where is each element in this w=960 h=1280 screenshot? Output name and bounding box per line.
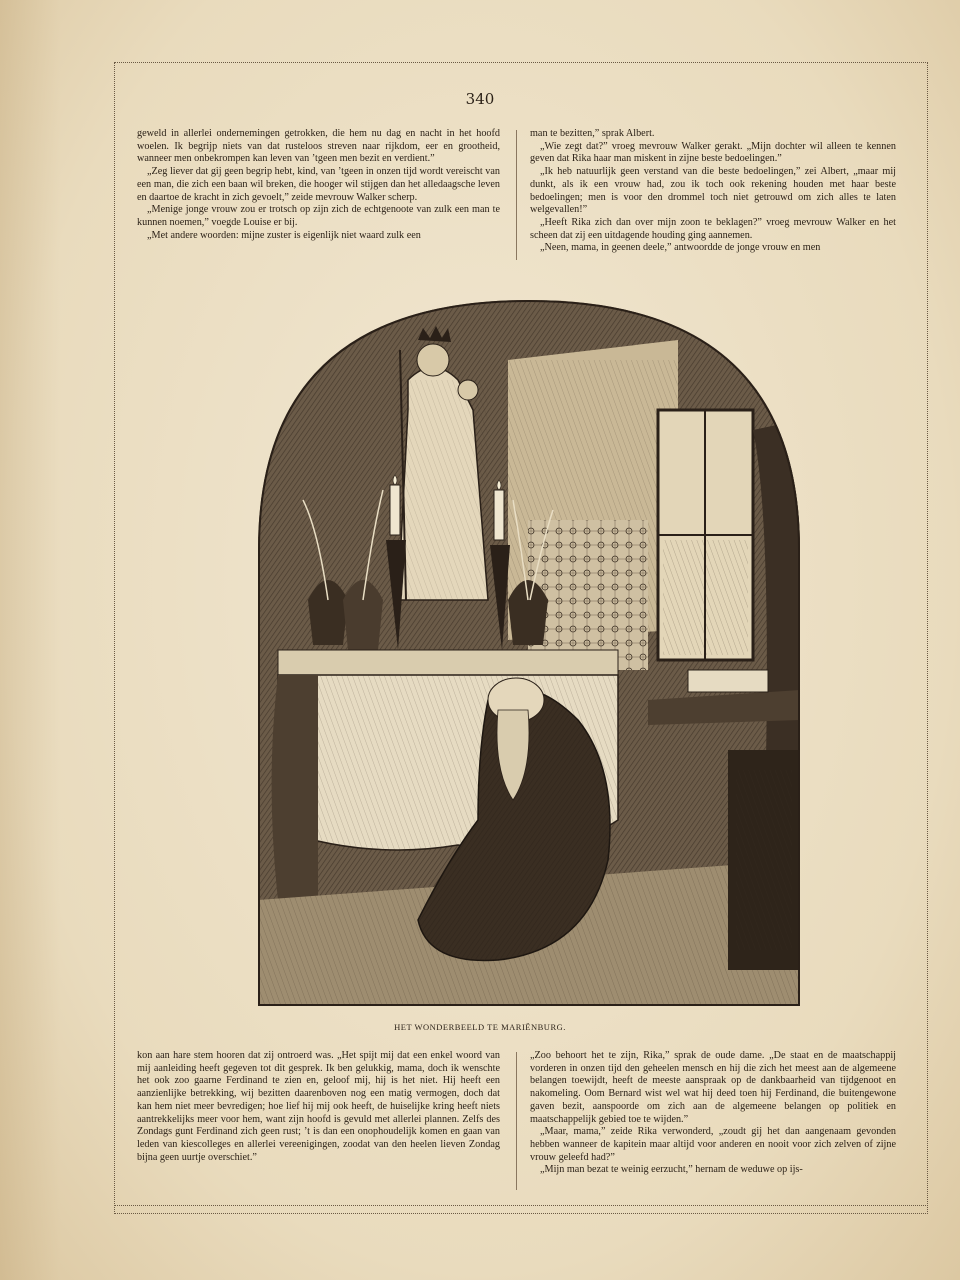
paragraph: „Wie zegt dat?” vroeg mevrouw Walker gerakt. „Mijn dochter wil alleen te kennen geven dat Rika haar man miskent in zijne beste bedoelingen.” xyxy=(530,140,896,165)
paragraph: man te bezitten,” sprak Albert. xyxy=(530,128,655,139)
paragraph: kon aan hare stem hooren dat zij ontroerd was. „Het spijt mij dat een enkel woord van mij aanleiding heeft gegeven tot dit gesprek. Ik ben gelukkig, mama, doch ik wenschte het ook zoo gaarne Ferdinand te zien en, geloof mij, hij is het niet. Hij heeft een aanzienlijke betrekking, wij bezitten daarenboven nog een matig vermogen, doch dat kan hem niet meer bevredigen; hoe lief hij mij ook heeft, de huiselijke kring heeft niets aantrekkelijks meer voor hem, want zijn hoofd is gevuld met allerlei plannen. Zelfs des Zondags gunt Ferdinand zich geen rust; ’t is dan een onophoudelijk komen en gaan van leden van kiescolleges en allerlei vereenigingen, zoodat van den heelen lieven Zondag bijna geen uurtje overschiet.” xyxy=(137,1050,500,1163)
paragraph: „Menige jonge vrouw zou er trotsch op zijn zich de echtgenoote van zulk een man te kunnen noemen,” voegde Louise er bij. xyxy=(137,204,500,228)
bottom-left-column xyxy=(137,1050,500,1164)
paragraph: „Neen, mama, in geenen deele,” antwoordde de jonge vrouw en men xyxy=(540,242,821,254)
paragraph: geweld in allerlei ondernemingen getrokken, die hem nu dag en nacht in het hoofd woelen. Ik begrijp niets van dat rusteloos streven naar rijkdom, eer en grootheid, wanneer men onbekrompen kan leven van ’tgeen men bezit en verdient.” xyxy=(137,128,500,165)
top-right-column xyxy=(530,128,896,255)
paper-edge-stain xyxy=(0,0,60,1280)
paragraph: „Zoo behoort het te zijn, Rika,” sprak de oude dame. „De staat en de maatschappij vorderen in onzen tijd den geheelen mensch en hij die zich het meest aan de algemeene belangen toewijdt, heeft de meeste aanspraak op de dankbaarheid van tijdgenoot en nakomeling. Oom Bernard wist wel wat hij deed toen hij Ferdinand, die buitengewone gaven bezit, aanspoorde om zich aan de algemeene belangen op politiek en maatschappelijk gebied toe te wijden.” xyxy=(530,1050,896,1125)
bottom-right-column xyxy=(530,1050,896,1177)
top-left-column xyxy=(137,128,500,242)
engraving-illustration xyxy=(258,300,800,1006)
page-number: 340 xyxy=(465,90,495,108)
illustration-caption: HET WONDERBEELD TE MARIËNBURG. xyxy=(394,1022,566,1032)
page-bottom-rule xyxy=(114,1205,926,1206)
paragraph: „Heeft Rika zich dan over mijn zoon te beklagen?” vroeg mevrouw Walker en het scheen dat zij een uitdagende houding ging aannemen. xyxy=(530,216,896,241)
paragraph: „Met andere woorden: mijne zuster is eigenlijk niet waard zulk een xyxy=(147,229,421,241)
paragraph: „Zeg liever dat gij geen begrip hebt, kind, van ’tgeen in onzen tijd wordt vereischt van een man, die zich een baan wil breken, die hooger wil stijgen dan het alledaagsche leven en daartoe de kracht in zich gevoelt,” zeide mevrouw Walker scherp. xyxy=(137,166,500,203)
column-divider-bottom xyxy=(516,1052,517,1190)
paragraph: „Ik heb natuurlijk geen verstand van die beste bedoelingen,” zei Albert, „maar mij dunkt, als ik een vrouw had, zou ik toch ook rekening houden met haar beste bedoelingen; men is voor den drommel toch niet getrouwd om zich alles te laten welgevallen!” xyxy=(530,166,896,216)
paragraph: „Mijn man bezat te weinig eerzucht,” hernam de weduwe op ijs- xyxy=(540,1164,803,1176)
paragraph: „Maar, mama,” zeide Rika verwonderd, „zoudt gij het dan aangenaam gevonden hebben wanneer de kapitein maar altijd voor anderen en nooit voor zich zelven of zijne vrouw geleefd had?” xyxy=(530,1126,896,1163)
column-divider-top xyxy=(516,130,517,260)
